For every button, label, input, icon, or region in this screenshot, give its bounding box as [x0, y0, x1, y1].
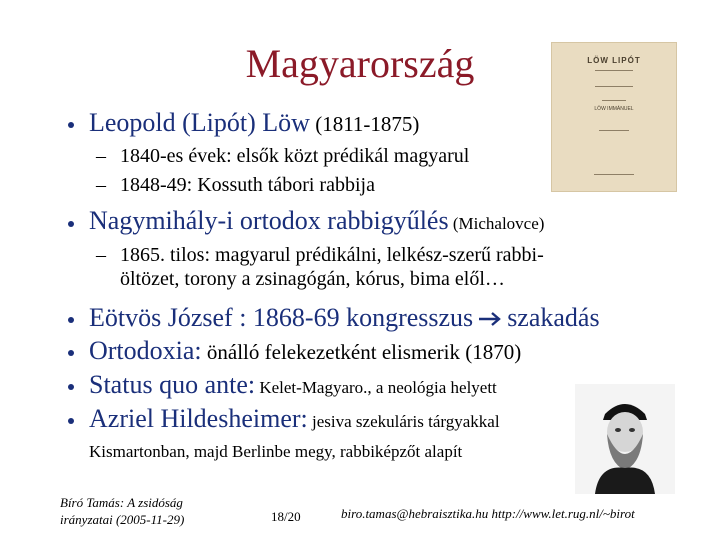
bullet-text: Leopold (Lipót) Löw [89, 108, 310, 137]
book-rule-5 [594, 174, 634, 175]
bullet-suffix: jesiva szekuláris tárgyakkal [307, 412, 500, 431]
sub-item: 1865. tilos: magyarul prédikálni, lelkész-szerű rabbi- [120, 244, 544, 266]
bullet-text: Eötvös József : 1868-69 kongresszus [89, 303, 474, 332]
bullet-text: Ortodoxia: [89, 336, 202, 365]
portrait-photo [575, 384, 675, 494]
sub-item: 1840-es évek: elsők közt prédikál magyarul [120, 145, 470, 167]
arrow-right-icon [477, 305, 503, 335]
book-rule-3 [602, 100, 626, 101]
bullet-hildesheimer [89, 404, 500, 437]
sub-dash: – [96, 145, 106, 167]
sub-item-continued: öltözet, torony a zsinagógán, kórus, bima elől… [120, 268, 505, 290]
bullet-dot [64, 217, 78, 231]
bullet-dot [64, 313, 78, 327]
bullet-dot [64, 414, 78, 428]
book-title: LÖW LIPÓT [587, 56, 641, 65]
footer-author [60, 494, 184, 528]
slide-title: Magyarország [245, 41, 475, 86]
bullet-nagymihaly [89, 206, 544, 239]
book-author: LÖW IMMÁNUEL [594, 106, 634, 112]
bullet-text: Nagymihály-i ortodox rabbigyűlés [89, 206, 449, 235]
book-rule-2 [595, 86, 633, 87]
footer-author-line1: Bíró Tamás: A zsidóság [60, 495, 183, 510]
bullet-suffix: Kelet-Magyaro., a neológia helyett [255, 378, 497, 397]
bullet-eotvos [89, 303, 600, 335]
book-rule-4 [599, 130, 629, 131]
bullet-suffix: (1811-1875) [309, 112, 420, 136]
book-rule-1 [595, 70, 633, 71]
bullet-continuation: Kismartonban, majd Berlinbe megy, rabbiképzőt alapít [89, 442, 463, 461]
portrait-icon [575, 384, 675, 494]
bullet-ortodoxia [89, 336, 521, 367]
footer-author-line2: irányzatai (2005-11-29) [60, 512, 185, 527]
bullet-dot [64, 346, 78, 360]
sub-dash: – [96, 244, 106, 266]
book-cover-image [551, 42, 677, 192]
bullet-suffix: (Michalovce) [448, 214, 545, 233]
page-number: 18/20 [271, 509, 301, 524]
bullet-suffix: önálló felekezetként elismerik (1870) [201, 340, 522, 364]
sub-item: 1848-49: Kossuth tábori rabbija [120, 174, 375, 196]
bullet-text: Status quo ante: [89, 370, 256, 399]
footer-contact: biro.tamas@hebraisztika.hu http://www.let.rug.nl/~birot [341, 506, 635, 521]
bullet-text: Azriel Hildesheimer: [89, 404, 308, 433]
sub-dash: – [96, 174, 106, 196]
bullet-dot [64, 380, 78, 394]
bullet-dot [64, 118, 78, 132]
bullet-status-quo [89, 370, 497, 403]
bullet-text-after-arrow: szakadás [507, 303, 600, 332]
bullet-low [89, 108, 419, 139]
